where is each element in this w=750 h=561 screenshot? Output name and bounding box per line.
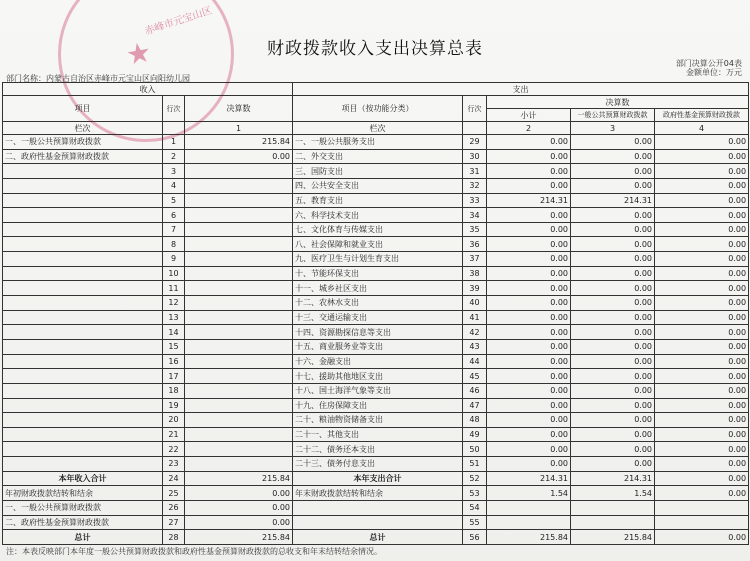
expense-item: 三、国防支出 bbox=[293, 164, 463, 179]
table-row bbox=[3, 442, 749, 457]
sub2-value: 0.00 bbox=[185, 515, 293, 530]
income-total-value: 215.84 bbox=[185, 471, 293, 486]
expense-row-no: 43 bbox=[463, 339, 487, 354]
carry-right-general: 1.54 bbox=[571, 486, 655, 501]
income-row-no: 23 bbox=[163, 457, 185, 472]
expense-subtotal: 0.00 bbox=[487, 369, 571, 384]
expense-item: 七、文化体育与传媒支出 bbox=[293, 222, 463, 237]
sub2-right-row-no: 55 bbox=[463, 515, 487, 530]
income-header: 收入 bbox=[3, 83, 293, 96]
expense-row-no: 37 bbox=[463, 252, 487, 267]
carry-left-label: 年初财政拨款结转和结余 bbox=[3, 486, 163, 501]
income-row-no: 10 bbox=[163, 266, 185, 281]
table-row bbox=[3, 149, 749, 164]
sub1-right-row-no: 54 bbox=[463, 501, 487, 516]
expense-general: 0.00 bbox=[571, 369, 655, 384]
sub1-row-no: 26 bbox=[163, 501, 185, 516]
unit-label: 金额单位：万元 bbox=[686, 68, 742, 77]
income-value bbox=[185, 178, 293, 193]
income-row-no: 18 bbox=[163, 383, 185, 398]
income-item bbox=[3, 457, 163, 472]
expense-subtotal: 0.00 bbox=[487, 135, 571, 150]
income-value bbox=[185, 369, 293, 384]
carry-right-label: 年末财政拨款结转和结余 bbox=[293, 486, 463, 501]
income-row-no: 20 bbox=[163, 413, 185, 428]
income-row-no: 22 bbox=[163, 442, 185, 457]
income-item bbox=[3, 413, 163, 428]
expense-row-no: 47 bbox=[463, 398, 487, 413]
expense-gov-fund: 0.00 bbox=[655, 208, 749, 223]
income-item: 二、政府性基金预算财政拨款 bbox=[3, 149, 163, 164]
income-row-no: 2 bbox=[163, 149, 185, 164]
income-value bbox=[185, 266, 293, 281]
expense-general: 0.00 bbox=[571, 339, 655, 354]
expense-gov-fund: 0.00 bbox=[655, 135, 749, 150]
expense-row-no: 39 bbox=[463, 281, 487, 296]
income-row-no: 1 bbox=[163, 135, 185, 150]
table-row bbox=[3, 281, 749, 296]
expense-row-no: 29 bbox=[463, 135, 487, 150]
income-value bbox=[185, 398, 293, 413]
expense-row-no: 33 bbox=[463, 193, 487, 208]
expense-general: 0.00 bbox=[571, 296, 655, 311]
income-row-no: 15 bbox=[163, 339, 185, 354]
grand-total-right-label: 总计 bbox=[293, 530, 463, 545]
general-budget-header: 一般公共预算财政拨款 bbox=[571, 109, 655, 122]
income-item: 一、一般公共预算财政拨款 bbox=[3, 135, 163, 150]
income-value bbox=[185, 281, 293, 296]
income-item bbox=[3, 281, 163, 296]
expense-gov-fund: 0.00 bbox=[655, 325, 749, 340]
expense-item: 十四、资源勘探信息等支出 bbox=[293, 325, 463, 340]
expense-item: 十六、金融支出 bbox=[293, 354, 463, 369]
table-row bbox=[3, 354, 749, 369]
table-row bbox=[3, 237, 749, 252]
expense-row-no: 32 bbox=[463, 178, 487, 193]
grand-total-general: 215.84 bbox=[571, 530, 655, 545]
expense-row-no-header: 行次 bbox=[463, 96, 487, 122]
expense-gov-fund: 0.00 bbox=[655, 193, 749, 208]
col-label-right: 栏次 bbox=[293, 122, 463, 135]
table-row bbox=[3, 193, 749, 208]
seal-text: 赤峰市元宝山区 bbox=[143, 5, 214, 38]
budget-table bbox=[2, 82, 749, 545]
expense-item: 十七、援助其他地区支出 bbox=[293, 369, 463, 384]
expense-item: 五、教育支出 bbox=[293, 193, 463, 208]
expense-item: 二、外交支出 bbox=[293, 149, 463, 164]
expense-subtotal: 0.00 bbox=[487, 222, 571, 237]
table-row bbox=[3, 339, 749, 354]
expense-gov-fund: 0.00 bbox=[655, 266, 749, 281]
sub2-label: 二、政府性基金预算财政拨款 bbox=[3, 515, 163, 530]
expense-general: 0.00 bbox=[571, 149, 655, 164]
income-value bbox=[185, 164, 293, 179]
table-row bbox=[3, 398, 749, 413]
income-item bbox=[3, 325, 163, 340]
expense-gov-fund: 0.00 bbox=[655, 178, 749, 193]
expense-subtotal: 0.00 bbox=[487, 427, 571, 442]
col-label-left: 栏次 bbox=[3, 122, 163, 135]
income-row-no: 8 bbox=[163, 237, 185, 252]
expense-item: 六、科学技术支出 bbox=[293, 208, 463, 223]
expense-general: 0.00 bbox=[571, 222, 655, 237]
carry-left-row-no: 25 bbox=[163, 486, 185, 501]
expense-item: 十一、城乡社区支出 bbox=[293, 281, 463, 296]
income-row-no: 9 bbox=[163, 252, 185, 267]
expense-total-row-no: 52 bbox=[463, 471, 487, 486]
expense-general: 0.00 bbox=[571, 208, 655, 223]
income-row-no: 6 bbox=[163, 208, 185, 223]
income-budget-header: 决算数 bbox=[185, 96, 293, 122]
expense-general: 0.00 bbox=[571, 135, 655, 150]
subtotal-header: 小计 bbox=[487, 109, 571, 122]
income-value bbox=[185, 237, 293, 252]
grand-total-gov-fund: 0.00 bbox=[655, 530, 749, 545]
table-row bbox=[3, 266, 749, 281]
table-row bbox=[3, 208, 749, 223]
income-value bbox=[185, 457, 293, 472]
expense-item: 十三、交通运输支出 bbox=[293, 310, 463, 325]
income-row-no: 19 bbox=[163, 398, 185, 413]
expense-row-no: 30 bbox=[463, 149, 487, 164]
expense-row-no: 41 bbox=[463, 310, 487, 325]
table-row bbox=[3, 369, 749, 384]
income-item bbox=[3, 208, 163, 223]
income-row-no: 16 bbox=[163, 354, 185, 369]
income-row-no: 17 bbox=[163, 369, 185, 384]
expense-item: 十二、农林水支出 bbox=[293, 296, 463, 311]
table-row bbox=[3, 222, 749, 237]
income-item bbox=[3, 442, 163, 457]
carry-right-gov-fund: 0.00 bbox=[655, 486, 749, 501]
expense-row-no: 46 bbox=[463, 383, 487, 398]
income-row-no: 21 bbox=[163, 427, 185, 442]
grand-total-right-row-no: 56 bbox=[463, 530, 487, 545]
expense-item: 二十、粮油物资储备支出 bbox=[293, 413, 463, 428]
expense-gov-fund: 0.00 bbox=[655, 339, 749, 354]
expense-row-no: 50 bbox=[463, 442, 487, 457]
expense-gov-fund: 0.00 bbox=[655, 237, 749, 252]
table-row bbox=[3, 252, 749, 267]
income-value: 215.84 bbox=[185, 135, 293, 150]
expense-row-no: 36 bbox=[463, 237, 487, 252]
col-number-2: 2 bbox=[487, 122, 571, 135]
income-row-no: 14 bbox=[163, 325, 185, 340]
table-row bbox=[3, 457, 749, 472]
income-value bbox=[185, 354, 293, 369]
grand-total-subtotal: 215.84 bbox=[487, 530, 571, 545]
form-number: 部门决算公开04表 bbox=[675, 59, 742, 68]
income-row-no: 11 bbox=[163, 281, 185, 296]
income-item bbox=[3, 354, 163, 369]
income-item-header: 项目 bbox=[3, 96, 163, 122]
expense-row-no: 44 bbox=[463, 354, 487, 369]
expense-item: 二十三、债务付息支出 bbox=[293, 457, 463, 472]
expense-item: 八、社会保障和就业支出 bbox=[293, 237, 463, 252]
expense-subtotal: 0.00 bbox=[487, 413, 571, 428]
expense-subtotal: 0.00 bbox=[487, 281, 571, 296]
expense-gov-fund: 0.00 bbox=[655, 413, 749, 428]
income-row-no: 12 bbox=[163, 296, 185, 311]
gov-fund-header: 政府性基金预算财政拨款 bbox=[655, 109, 749, 122]
expense-gov-fund: 0.00 bbox=[655, 296, 749, 311]
income-item bbox=[3, 296, 163, 311]
carry-right-subtotal: 1.54 bbox=[487, 486, 571, 501]
income-value bbox=[185, 252, 293, 267]
expense-general: 0.00 bbox=[571, 413, 655, 428]
expense-general: 0.00 bbox=[571, 383, 655, 398]
expense-gov-fund: 0.00 bbox=[655, 427, 749, 442]
expense-subtotal: 0.00 bbox=[487, 149, 571, 164]
income-value bbox=[185, 193, 293, 208]
expense-row-no: 45 bbox=[463, 369, 487, 384]
expense-row-no: 51 bbox=[463, 457, 487, 472]
income-item bbox=[3, 383, 163, 398]
col-number-3: 3 bbox=[571, 122, 655, 135]
expense-general: 0.00 bbox=[571, 310, 655, 325]
expense-subtotal: 0.00 bbox=[487, 354, 571, 369]
expense-subtotal: 0.00 bbox=[487, 266, 571, 281]
expense-subtotal: 0.00 bbox=[487, 208, 571, 223]
table-row bbox=[3, 164, 749, 179]
income-value bbox=[185, 427, 293, 442]
income-item bbox=[3, 222, 163, 237]
income-value: 0.00 bbox=[185, 149, 293, 164]
expense-row-no: 42 bbox=[463, 325, 487, 340]
expense-subtotal: 0.00 bbox=[487, 310, 571, 325]
expense-gov-fund: 0.00 bbox=[655, 369, 749, 384]
expense-general: 0.00 bbox=[571, 164, 655, 179]
expense-gov-fund: 0.00 bbox=[655, 281, 749, 296]
table-row bbox=[3, 135, 749, 150]
grand-total-left-row-no: 28 bbox=[163, 530, 185, 545]
expense-subtotal: 0.00 bbox=[487, 383, 571, 398]
expense-item: 十九、住房保障支出 bbox=[293, 398, 463, 413]
expense-item: 十、节能环保支出 bbox=[293, 266, 463, 281]
income-row-no: 4 bbox=[163, 178, 185, 193]
income-value bbox=[185, 296, 293, 311]
income-value bbox=[185, 310, 293, 325]
expense-row-no: 48 bbox=[463, 413, 487, 428]
expense-item: 二十二、债务还本支出 bbox=[293, 442, 463, 457]
expense-item: 十五、商业服务业等支出 bbox=[293, 339, 463, 354]
table-row bbox=[3, 325, 749, 340]
expense-general: 0.00 bbox=[571, 252, 655, 267]
table-row bbox=[3, 383, 749, 398]
expense-total-subtotal: 214.31 bbox=[487, 471, 571, 486]
income-item bbox=[3, 237, 163, 252]
income-item bbox=[3, 193, 163, 208]
income-item bbox=[3, 252, 163, 267]
income-row-no-header: 行次 bbox=[163, 96, 185, 122]
expense-subtotal: 0.00 bbox=[487, 398, 571, 413]
table-row bbox=[3, 413, 749, 428]
expense-item: 四、公共安全支出 bbox=[293, 178, 463, 193]
income-item bbox=[3, 164, 163, 179]
expense-general: 0.00 bbox=[571, 398, 655, 413]
page-title: 财政拨款收入支出决算总表 bbox=[267, 39, 483, 59]
income-item bbox=[3, 398, 163, 413]
income-value bbox=[185, 222, 293, 237]
expense-subtotal: 0.00 bbox=[487, 252, 571, 267]
expense-general: 0.00 bbox=[571, 281, 655, 296]
department-label: 部门名称：内蒙古自治区赤峰市元宝山区向阳幼儿园 bbox=[6, 74, 190, 83]
final-header: 决算数 bbox=[487, 96, 749, 109]
expense-item: 二十一、其他支出 bbox=[293, 427, 463, 442]
income-row-no: 13 bbox=[163, 310, 185, 325]
expense-subtotal: 0.00 bbox=[487, 178, 571, 193]
expense-item-header: 项目（按功能分类） bbox=[293, 96, 463, 122]
income-item bbox=[3, 369, 163, 384]
expense-subtotal: 214.31 bbox=[487, 193, 571, 208]
expense-total-general: 214.31 bbox=[571, 471, 655, 486]
expense-item: 九、医疗卫生与计划生育支出 bbox=[293, 252, 463, 267]
expense-row-no: 38 bbox=[463, 266, 487, 281]
expense-row-no: 31 bbox=[463, 164, 487, 179]
expense-gov-fund: 0.00 bbox=[655, 457, 749, 472]
table-row bbox=[3, 296, 749, 311]
income-row-no: 5 bbox=[163, 193, 185, 208]
sub1-value: 0.00 bbox=[185, 501, 293, 516]
income-item bbox=[3, 178, 163, 193]
expense-gov-fund: 0.00 bbox=[655, 442, 749, 457]
expense-gov-fund: 0.00 bbox=[655, 398, 749, 413]
seal-star-icon: ★ bbox=[123, 35, 154, 72]
sub2-row-no: 27 bbox=[163, 515, 185, 530]
expense-subtotal: 0.00 bbox=[487, 339, 571, 354]
carry-right-row-no: 53 bbox=[463, 486, 487, 501]
expense-gov-fund: 0.00 bbox=[655, 252, 749, 267]
income-row-no: 3 bbox=[163, 164, 185, 179]
expense-general: 214.31 bbox=[571, 193, 655, 208]
expense-subtotal: 0.00 bbox=[487, 164, 571, 179]
income-value bbox=[185, 325, 293, 340]
expense-subtotal: 0.00 bbox=[487, 442, 571, 457]
income-value bbox=[185, 208, 293, 223]
expense-row-no: 34 bbox=[463, 208, 487, 223]
income-value bbox=[185, 413, 293, 428]
table-row bbox=[3, 427, 749, 442]
expense-item: 十八、国土海洋气象等支出 bbox=[293, 383, 463, 398]
expense-general: 0.00 bbox=[571, 457, 655, 472]
table-row bbox=[3, 178, 749, 193]
income-total-label: 本年收入合计 bbox=[3, 471, 163, 486]
expense-subtotal: 0.00 bbox=[487, 457, 571, 472]
expense-item: 一、一般公共服务支出 bbox=[293, 135, 463, 150]
expense-gov-fund: 0.00 bbox=[655, 354, 749, 369]
expense-row-no: 35 bbox=[463, 222, 487, 237]
col-number-4: 4 bbox=[655, 122, 749, 135]
expense-general: 0.00 bbox=[571, 237, 655, 252]
expense-gov-fund: 0.00 bbox=[655, 149, 749, 164]
expense-subtotal: 0.00 bbox=[487, 237, 571, 252]
expense-row-no: 40 bbox=[463, 296, 487, 311]
expense-general: 0.00 bbox=[571, 266, 655, 281]
expense-general: 0.00 bbox=[571, 427, 655, 442]
carry-left-value: 0.00 bbox=[185, 486, 293, 501]
income-value bbox=[185, 383, 293, 398]
income-value bbox=[185, 339, 293, 354]
expense-gov-fund: 0.00 bbox=[655, 310, 749, 325]
income-item bbox=[3, 427, 163, 442]
expense-header: 支出 bbox=[293, 83, 749, 96]
table-row bbox=[3, 310, 749, 325]
expense-general: 0.00 bbox=[571, 354, 655, 369]
income-row-no: 7 bbox=[163, 222, 185, 237]
expense-total-gov-fund: 0.00 bbox=[655, 471, 749, 486]
expense-gov-fund: 0.00 bbox=[655, 164, 749, 179]
expense-general: 0.00 bbox=[571, 442, 655, 457]
sub1-label: 一、一般公共预算财政拨款 bbox=[3, 501, 163, 516]
expense-gov-fund: 0.00 bbox=[655, 383, 749, 398]
expense-general: 0.00 bbox=[571, 325, 655, 340]
income-total-row-no: 24 bbox=[163, 471, 185, 486]
expense-gov-fund: 0.00 bbox=[655, 222, 749, 237]
col-number-1: 1 bbox=[185, 122, 293, 135]
expense-total-label: 本年支出合计 bbox=[293, 471, 463, 486]
expense-row-no: 49 bbox=[463, 427, 487, 442]
income-item bbox=[3, 266, 163, 281]
expense-subtotal: 0.00 bbox=[487, 325, 571, 340]
grand-total-left-value: 215.84 bbox=[185, 530, 293, 545]
income-item bbox=[3, 339, 163, 354]
expense-subtotal: 0.00 bbox=[487, 296, 571, 311]
income-item bbox=[3, 310, 163, 325]
expense-general: 0.00 bbox=[571, 178, 655, 193]
footnote: 注：本表反映部门本年度一般公共预算财政拨款和政府性基金预算财政拨款的总收支和年末结转结余情况。 bbox=[6, 547, 382, 556]
grand-total-left-label: 总计 bbox=[3, 530, 163, 545]
income-value bbox=[185, 442, 293, 457]
